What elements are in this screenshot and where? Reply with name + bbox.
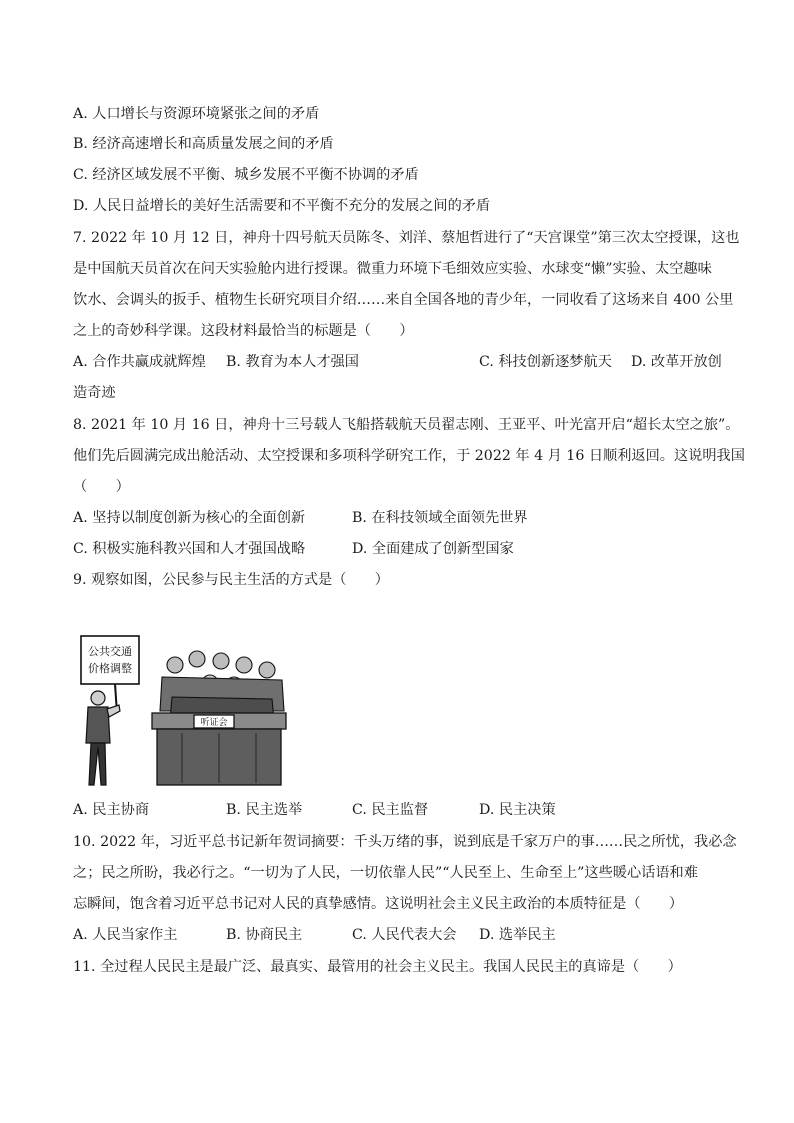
q10-option-d: D. 选举民主	[479, 927, 556, 943]
q7-option-d: D. 改革开放创	[631, 354, 722, 370]
q10-stem-line-2: 之；民之所盼，我必行之。“一切为了人民，一切依靠人民”“人民至上、生命至上”这些暖心话语和难	[73, 865, 698, 881]
sign-text-line-1: 公共交通	[88, 645, 132, 658]
q9-stem: 9. 观察如图，公民参与民主生活的方式是（ ）	[73, 572, 389, 588]
q9-option-d: D. 民主决策	[479, 802, 556, 818]
q7-stem-line-2: 是中国航天员首次在问天实验舱内进行授课。微重力环境下毛细效应实验、水球变“懒”实验、太空趣味	[73, 261, 712, 277]
q10-stem-line-1: 10. 2022 年，习近平总书记新年贺词摘要：千头万绪的事，说到底是千家万户的事……民之所忧，我必念	[73, 834, 737, 850]
standing-citizen	[86, 691, 120, 785]
q7-option-a: A. 合作共赢成就辉煌	[73, 354, 206, 370]
q10-option-c: C. 人民代表大会	[352, 927, 457, 943]
q10-option-a: A. 人民当家作主	[73, 927, 178, 943]
q11-stem: 11. 全过程人民民主是最广泛、最真实、最管用的社会主义民主。我国人民民主的真谛是（ ）	[73, 959, 682, 975]
q7-stem-line-3: 饮水、会调头的扳手、植物生长研究项目介绍……来自全国各地的青少年，一同收看了这场来自 400 公里	[73, 292, 734, 308]
panel-members	[160, 651, 284, 721]
q9-option-a: A. 民主协商	[73, 802, 150, 818]
sign-text-line-2: 价格调整	[88, 662, 132, 675]
q7-stem-line-4: 之上的奇妙科学课。这段材料最恰当的标题是（ ）	[73, 323, 414, 339]
q7-option-c: C. 科技创新逐梦航天	[479, 354, 612, 370]
q7-option-d-wrap: 造奇迹	[73, 385, 116, 401]
q8-option-a: A. 坚持以制度创新为核心的全面创新	[73, 510, 306, 526]
q8-option-c: C. 积极实施科教兴国和人才强国战略	[73, 541, 306, 557]
q6-option-c: C. 经济区域发展不平衡、城乡发展不平衡不协调的矛盾	[73, 167, 419, 183]
q7-stem-line-1: 7. 2022 年 10 月 12 日，神舟十四号航天员陈冬、刘洋、蔡旭哲进行了“天宫课堂”第三次太空授课，这也	[73, 230, 740, 246]
q8-stem-line-2: 他们先后圆满完成出舱活动、太空授课和多项科学研究工作，于 2022 年 4 月 16 日顺利返回。这说明我国	[73, 448, 745, 464]
podium-label: 听证会	[200, 718, 228, 728]
q6-option-d: D. 人民日益增长的美好生活需要和不平衡不充分的发展之间的矛盾	[73, 198, 491, 214]
q8-option-d: D. 全面建成了创新型国家	[352, 541, 514, 557]
q6-option-a: A. 人口增长与资源环境紧张之间的矛盾	[73, 106, 320, 122]
q8-option-b: B. 在科技领域全面领先世界	[352, 510, 528, 526]
q10-stem-line-3: 忘瞬间，饱含着习近平总书记对人民的真挚感情。这说明社会主义民主政治的本质特征是（ ）	[73, 896, 684, 912]
hearing-podium	[152, 713, 286, 785]
q10-option-b: B. 协商民主	[226, 927, 303, 943]
hearing-illustration	[72, 625, 298, 790]
q8-stem-line-1: 8. 2021 年 10 月 16 日，神舟十三号载人飞船搭载航天员翟志刚、王亚平、叶光富开启“超长太空之旅”。	[73, 417, 740, 433]
q8-stem-line-3: （ ）	[73, 479, 130, 495]
q9-option-b: B. 民主选举	[226, 802, 303, 818]
q7-option-b: B. 教育为本人才强国	[226, 354, 359, 370]
q9-option-c: C. 民主监督	[352, 802, 429, 818]
q6-option-b: B. 经济高速增长和高质量发展之间的矛盾	[73, 136, 334, 152]
sign-board	[81, 636, 139, 713]
